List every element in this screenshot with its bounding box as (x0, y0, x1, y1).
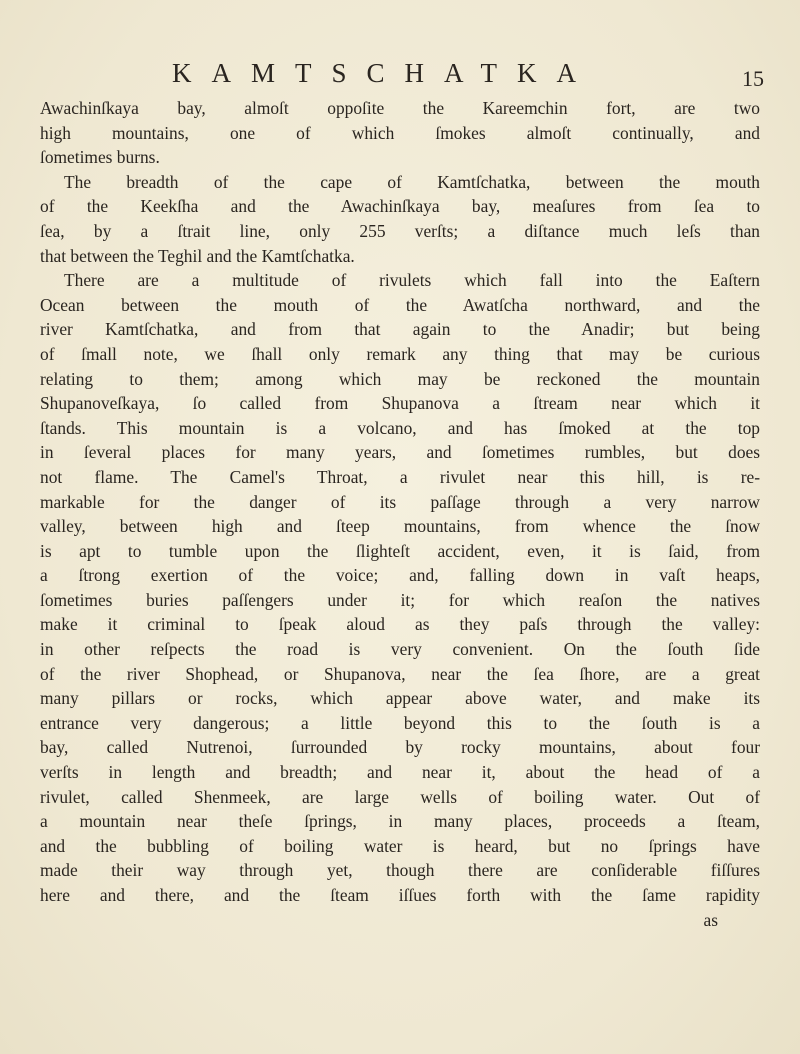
text-line: high mountains, one of which ſmokes almoſt continually, and (40, 122, 760, 143)
text-line: verſts in length and breadth; and near it, about the head of a (40, 762, 760, 783)
text-line: Shupanoveſkaya, ſo called from Shupanova a ſtream near which it (40, 393, 760, 414)
text-line: in other reſpects the road is very convenient. On the ſouth ſide (40, 639, 760, 660)
page-header (172, 58, 772, 98)
text-line: Ocean between the mouth of the Awatſcha northward, and the (40, 294, 760, 315)
text-line: ſtands. This mountain is a volcano, and has ſmoked at the top (40, 417, 760, 438)
text-line: bay, called Nutrenoi, ſurrounded by rocky mountains, about four (40, 737, 760, 758)
text-line: not flame. The Camel's Throat, a rivulet near this hill, is re- (40, 466, 760, 487)
text-line: a ſtrong exertion of the voice; and, falling down in vaſt heaps, (40, 565, 760, 586)
text-line: of the river Shophead, or Shupanova, near the ſea ſhore, are a great (40, 663, 760, 684)
text-line: There are a multitude of rivulets which fall into the Eaſtern (64, 270, 760, 291)
text-line: ſea, by a ſtrait line, only 255 verſts; a diſtance much leſs than (40, 220, 760, 241)
running-title: KAMTSCHATKA (172, 58, 597, 88)
body-text (40, 96, 760, 932)
text-line: ſometimes buries paſſengers under it; for which reaſon the natives (40, 589, 760, 610)
page-number: 15 (742, 66, 764, 91)
catchword: as (703, 909, 718, 930)
text-line: rivulet, called Shenmeek, are large wells of boiling water. Out of (40, 786, 760, 807)
text-line: is apt to tumble upon the ſlighteſt accident, even, it is ſaid, from (40, 540, 760, 561)
text-line: many pillars or rocks, which appear above water, and make its (40, 688, 760, 709)
text-line: markable for the danger of its paſſage through a very narrow (40, 491, 760, 512)
text-line: in ſeveral places for many years, and ſometimes rumbles, but does (40, 442, 760, 463)
text-line: relating to them; among which may be reckoned the mountain (40, 368, 760, 389)
text-line: and the bubbling of boiling water is heard, but no ſprings have (40, 835, 760, 856)
text-line: ſometimes burns. (40, 147, 160, 168)
text-line: of ſmall note, we ſhall only remark any thing that may be curious (40, 343, 760, 364)
text-line: make it criminal to ſpeak aloud as they paſs through the valley: (40, 614, 760, 635)
text-line: entrance very dangerous; a little beyond this to the ſouth is a (40, 712, 760, 733)
text-line: here and there, and the ſteam iſſues forth with the ſame rapidity (40, 885, 760, 905)
text-line: Awachinſkaya bay, almoſt oppoſite the Kareemchin fort, are two (40, 98, 760, 118)
text-line: river Kamtſchatka, and from that again to the Anadir; but being (40, 319, 760, 340)
text-line: that between the Teghil and the Kamtſchatka. (40, 245, 355, 266)
text-line: a mountain near theſe ſprings, in many places, proceeds a ſteam, (40, 811, 760, 832)
text-line: of the Keekſha and the Awachinſkaya bay, meaſures from ſea to (40, 196, 760, 217)
text-line: valley, between high and ſteep mountains, from whence the ſnow (40, 516, 760, 537)
text-line: The breadth of the cape of Kamtſchatka, between the mouth (64, 171, 760, 192)
text-line: made their way through yet, though there are conſiderable fiſſures (40, 860, 760, 881)
